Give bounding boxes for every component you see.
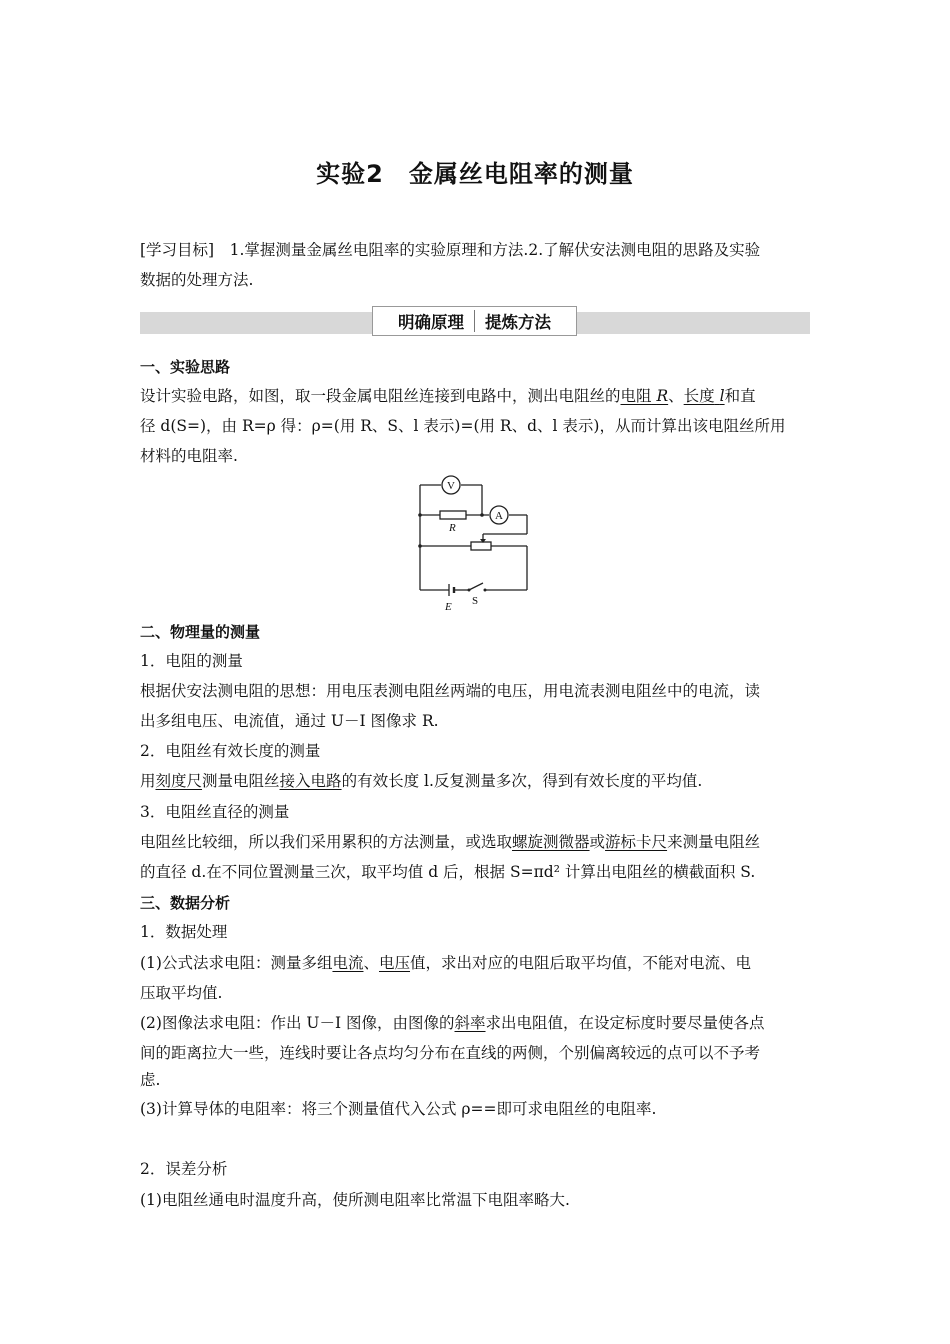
s1-text-c: 、 bbox=[668, 387, 684, 405]
junction-dot bbox=[418, 513, 422, 517]
s2-text-1a: 根据伏安法测电阻的思想：用电压表测电阻丝两端的电压，用电流表测电阻丝中的电流，读 bbox=[140, 682, 761, 700]
s3-item-1-line-2: 压取平均值. bbox=[140, 984, 223, 1002]
s1-blank-length bbox=[684, 387, 725, 405]
s1-blank-resistance-text: 电阻 bbox=[620, 387, 652, 405]
junction-dot bbox=[418, 544, 422, 548]
s3-subheading-2: 2．误差分析 bbox=[140, 1160, 228, 1178]
junction-dot bbox=[480, 513, 484, 517]
s2-text-1b: 出多组电压、电流值，通过 U－I 图像求 R. bbox=[140, 712, 439, 730]
s3-a5: 值，求出对应的电阻后取平均值，不能对电流、电 bbox=[410, 954, 752, 972]
s3-blank-current: 电流 bbox=[332, 954, 364, 972]
switch-blade bbox=[469, 583, 483, 590]
s2-text-2 bbox=[140, 771, 812, 791]
s1-blank-resistance bbox=[621, 387, 669, 405]
learning-goal-line-2: 数据的处理方法. bbox=[140, 271, 254, 289]
s3-item-2-line-1 bbox=[140, 1013, 812, 1033]
page-title: 实验2 金属丝电阻率的测量 bbox=[316, 160, 634, 188]
s2-blank-ruler: 刻度尺 bbox=[155, 772, 203, 790]
s1-paragraph-line-1 bbox=[140, 386, 812, 406]
s3-item-1-line-1 bbox=[140, 953, 812, 973]
banner-right: 提炼方法 bbox=[485, 313, 551, 332]
rheostat-symbol bbox=[471, 542, 491, 550]
s2-text-3b: 的直径 d.在不同位置测量三次，取平均值 d 后，根据 S=πd² 计算出电阻丝的横截面积 S. bbox=[140, 863, 756, 881]
section-3-heading: 三、数据分析 bbox=[140, 894, 231, 912]
s2-t3e: 来测量电阻丝 bbox=[667, 833, 761, 851]
s2-blank-connected: 接入电路 bbox=[279, 772, 342, 790]
learning-goal-line-1 bbox=[140, 240, 812, 260]
s2-t2e: 的有效长度 l.反复测量多次，得到有效长度的平均值. bbox=[341, 772, 703, 790]
switch-label: S bbox=[472, 595, 479, 607]
s3-b3: 求出电阻值，在设定标度时要尽量使各点 bbox=[485, 1014, 765, 1032]
s1-blank-resistance-var: R bbox=[656, 387, 669, 405]
s1-blank-length-text: 长度 bbox=[683, 387, 715, 405]
s2-subheading-3: 3．电阻丝直径的测量 bbox=[140, 803, 290, 821]
s2-subheading-2: 2．电阻丝有效长度的测量 bbox=[140, 742, 321, 760]
s2-t2c: 测量电阻丝 bbox=[202, 772, 280, 790]
ammeter-label: A bbox=[495, 510, 503, 522]
s3-a1: (1)公式法求电阻：测量多组 bbox=[140, 954, 333, 972]
s1-paragraph-line-3: 材料的电阻率. bbox=[140, 447, 238, 465]
goal-text: 1.掌握测量金属丝电阻率的实验原理和方法.2.了解伏安法测电阻的思路及实验 bbox=[214, 241, 761, 259]
s3-b1: (2)图像法求电阻：作出 U－I 图像，由图像的 bbox=[140, 1014, 455, 1032]
goal-label: [学习目标] bbox=[140, 241, 215, 259]
resistor-symbol bbox=[440, 511, 466, 519]
section-2-heading: 二、物理量的测量 bbox=[140, 623, 261, 641]
s3-item-2-line-3: 虑. bbox=[140, 1071, 161, 1089]
switch-contact bbox=[484, 589, 487, 592]
s2-subheading-1: 1．电阻的测量 bbox=[140, 652, 243, 670]
s2-text-3a bbox=[140, 832, 812, 852]
s3-item-2-line-2: 间的距离拉大一些，连线时要让各点均匀分布在直线的两侧，个别偏离较远的点可以不予考 bbox=[140, 1044, 761, 1062]
s3-blank-slope: 斜率 bbox=[454, 1014, 486, 1032]
s2-blank-caliper: 游标卡尺 bbox=[605, 833, 668, 851]
voltmeter-label: V bbox=[447, 480, 455, 492]
s3-item-3: (3)计算导体的电阻率：将三个测量值代入公式 ρ==即可求电阻丝的电阻率. bbox=[140, 1100, 657, 1118]
circuit-diagram bbox=[405, 472, 545, 617]
resistor-label: R bbox=[449, 522, 456, 534]
s2-t3c: 或 bbox=[589, 833, 606, 851]
switch-contact bbox=[468, 589, 471, 592]
s3-error-item-1: (1)电阻丝通电时温度升高，使所测电阻率比常温下电阻率略大. bbox=[140, 1191, 570, 1209]
section-banner bbox=[372, 306, 577, 336]
battery-label: E bbox=[445, 601, 452, 613]
section-1-heading: 一、实验思路 bbox=[140, 358, 231, 376]
banner-left: 明确原理 bbox=[398, 313, 464, 332]
s2-blank-micrometer: 螺旋测微器 bbox=[512, 833, 590, 851]
s1-text-e: 和直 bbox=[724, 387, 756, 405]
s3-subheading-1: 1．数据处理 bbox=[140, 923, 228, 941]
s1-blank-length-var: l bbox=[719, 387, 725, 405]
s1-text-a: 设计实验电路，如图，取一段金属电阻丝连接到电路中，测出电阻丝的 bbox=[140, 387, 621, 405]
s2-t3a: 电阻丝比较细，所以我们采用累积的方法测量，或选取 bbox=[140, 833, 513, 851]
s3-a3: 、 bbox=[363, 954, 379, 972]
s2-t2a: 用 bbox=[140, 772, 156, 790]
s1-paragraph-line-2: 径 d(S=)，由 R=ρ 得：ρ=(用 R、S、l 表示)=(用 R、d、l 表示)，从而计算出该电阻丝所用 bbox=[140, 417, 786, 435]
s3-blank-voltage: 电压 bbox=[379, 954, 411, 972]
